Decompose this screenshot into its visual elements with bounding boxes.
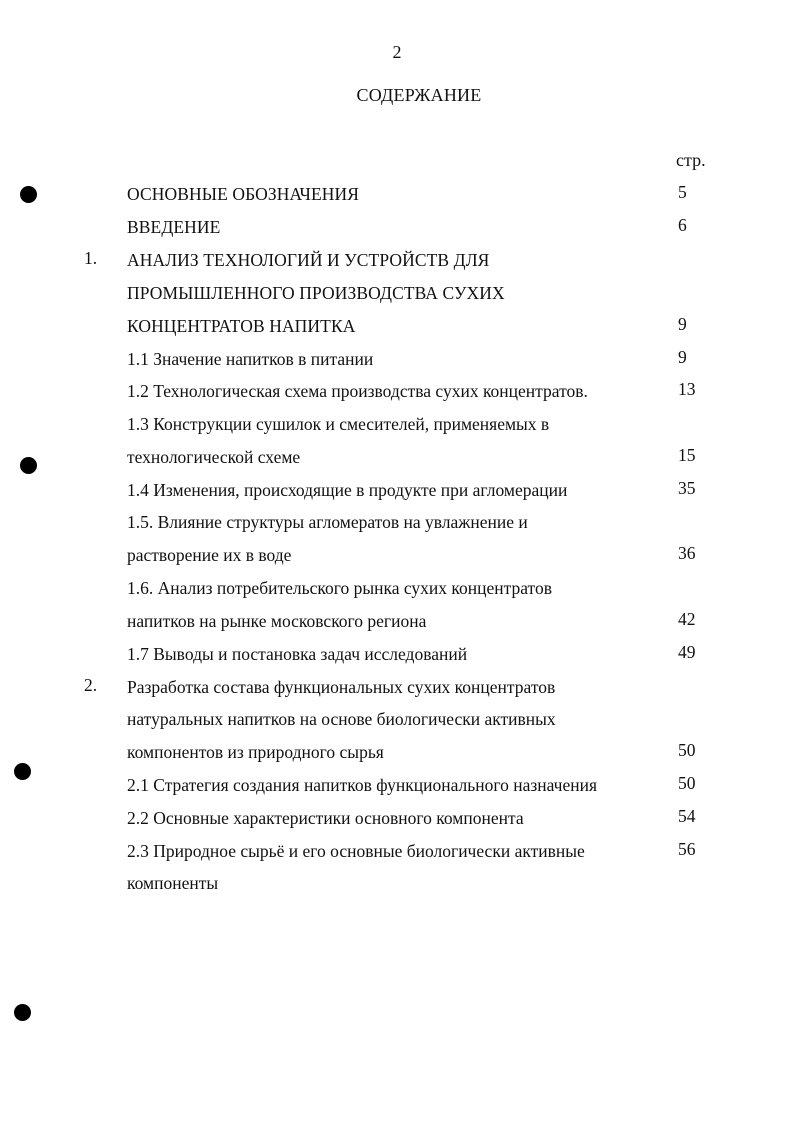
toc-entry: 1.3 Конструкции сушилок и смесителей, применяемых в [127, 414, 550, 434]
toc-entry-page: 15 [678, 445, 696, 465]
toc-entry: 1.2 Технологическая схема производства сухих концентратов. [127, 381, 588, 401]
toc-entry: 1.4 Изменения, происходящие в продукте при агломерации [127, 480, 568, 500]
toc-entry-page: 35 [678, 478, 696, 498]
toc-entry: ВВЕДЕНИЕ [127, 217, 221, 237]
toc-entry: технологической схеме [127, 447, 301, 467]
binder-hole-3 [14, 763, 31, 780]
toc-entry-page: 13 [678, 379, 696, 399]
toc-entry-page: 49 [678, 642, 696, 662]
toc-entry: натуральных напитков на основе биологически активных [127, 709, 556, 729]
toc-entry: 1.6. Анализ потребительского рынка сухих концентратов [127, 578, 552, 598]
toc-entry-number: 2. [84, 675, 98, 695]
toc-entry: ПРОМЫШЛЕННОГО ПРОИЗВОДСТВА СУХИХ [127, 283, 505, 303]
toc-entry-page: 50 [678, 740, 696, 760]
toc-entry: компоненты [127, 873, 219, 893]
page-column-header: стр. [676, 150, 706, 170]
toc-entry: 2.1 Стратегия создания напитков функционального назначения [127, 775, 598, 795]
toc-entry: АНАЛИЗ ТЕХНОЛОГИЙ И УСТРОЙСТВ ДЛЯ [127, 250, 490, 270]
toc-entry: Разработка состава функциональных сухих концентратов [127, 677, 556, 697]
toc-entry-page: 5 [678, 182, 687, 202]
toc-entry-page: 54 [678, 806, 696, 826]
toc-entry-number: 1. [84, 248, 98, 268]
toc-entry-page: 42 [678, 609, 696, 629]
toc-entry: компонентов из природного сырья [127, 742, 384, 762]
page-title: СОДЕРЖАНИЕ [356, 85, 482, 105]
toc-entry-page: 50 [678, 773, 696, 793]
toc-entry: напитков на рынке московского региона [127, 611, 427, 631]
toc-entry-page: 36 [678, 543, 696, 563]
toc-entry: растворение их в воде [127, 545, 292, 565]
binder-hole-1 [20, 186, 37, 203]
toc-entry: 1.1 Значение напитков в питании [127, 349, 374, 369]
toc-entry: ОСНОВНЫЕ ОБОЗНАЧЕНИЯ [127, 184, 360, 204]
binder-hole-4 [14, 1004, 31, 1021]
toc-entry: 1.7 Выводы и постановка задач исследований [127, 644, 468, 664]
toc-entry: КОНЦЕНТРАТОВ НАПИТКА [127, 316, 356, 336]
toc-entry-page: 6 [678, 215, 687, 235]
toc-entry: 2.2 Основные характеристики основного компонента [127, 808, 524, 828]
toc-entry-page: 9 [678, 314, 687, 334]
toc-entry-page: 9 [678, 347, 687, 367]
toc-entry: 1.5. Влияние структуры агломератов на увлажнение и [127, 512, 528, 532]
toc-entry-page: 56 [678, 839, 696, 859]
binder-hole-2 [20, 457, 37, 474]
toc-entry: 2.3 Природное сырьё и его основные биологически активные [127, 841, 585, 861]
page-number: 2 [392, 42, 402, 62]
